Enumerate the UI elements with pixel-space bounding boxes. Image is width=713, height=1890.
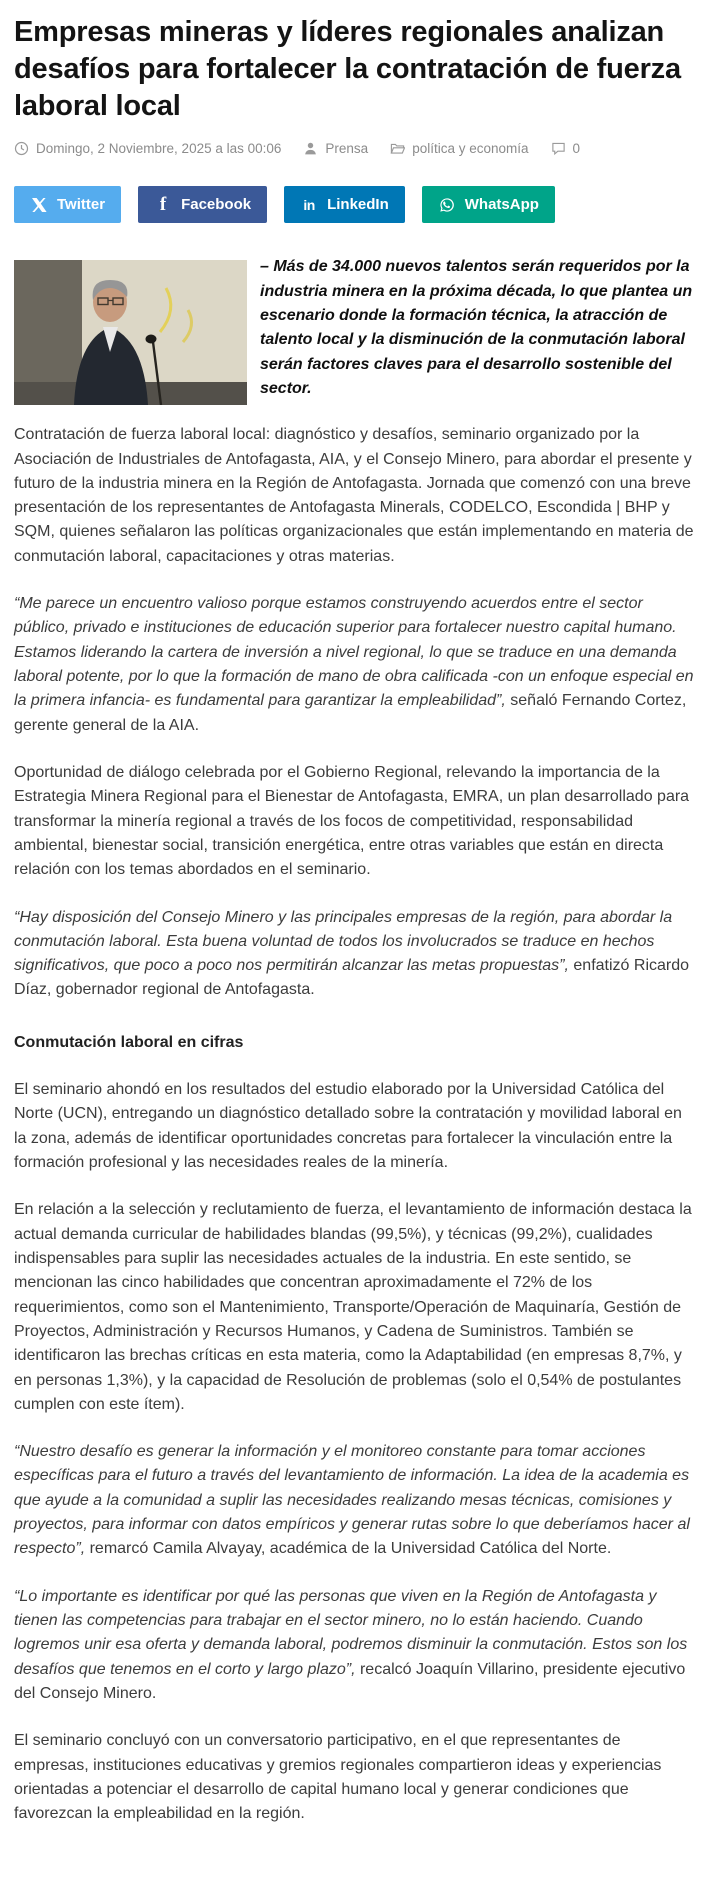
meta-category[interactable] bbox=[390, 141, 528, 156]
whatsapp-icon bbox=[438, 196, 456, 214]
comment-bubble-icon bbox=[551, 141, 566, 156]
share-buttons bbox=[14, 186, 698, 223]
share-button-label: WhatsApp bbox=[464, 196, 539, 214]
clock-icon bbox=[14, 141, 29, 156]
meta-comments[interactable] bbox=[551, 141, 581, 156]
meta-category-text: política y economía bbox=[412, 141, 529, 157]
quote-text: “Hay disposición del Consejo Minero y las principales empresas de la región, para abordar la conmutación laboral. Esta buena voluntad de todos los involucrados se traduce en hechos significativos, que poco a poco nos permitirán alcanzar las metas propuestas”, bbox=[14, 908, 673, 975]
share-button-label: Twitter bbox=[57, 196, 106, 214]
meta-date-text: Domingo, 2 Noviembre, 2025 a las 00:06 bbox=[36, 141, 282, 157]
quote-attribution: remarcó Camila Alvayay, académica de la Universidad Católica del Norte. bbox=[85, 1540, 612, 1558]
article-meta bbox=[14, 141, 698, 156]
article-paragraph: Oportunidad de diálogo celebrada por el Gobierno Regional, relevando la importancia de la Estrategia Minera Regional para el Bienestar de Antofagasta, EMRA, un plan desarrollado para transformar la minería regional a través de los focos de competitividad, responsabilidad ambiental, bienestar social, transición energética, entre otras variables que están en directa relación con los temas abordados en el seminario. bbox=[14, 763, 690, 879]
article-quote bbox=[14, 1440, 698, 1562]
quote-attribution: recalcó Joaquín Villarino, presidente ejecutivo del Consejo Minero. bbox=[14, 1660, 686, 1702]
user-icon bbox=[303, 141, 318, 156]
share-linkedin-button[interactable] bbox=[284, 186, 405, 223]
page-title: Empresas mineras y líderes regionales analizan desafíos para fortalecer la contratación de fuerza laboral local bbox=[14, 16, 681, 123]
article-paragraph: El seminario concluyó con un conversatorio participativo, en el que representantes de empresas, instituciones educativas y gremios regionales compartieron ideas y experiencias orientadas a potenciar el desarrollo de capital humano local y generar condiciones que favorezcan la empleabilidad en la región. bbox=[14, 1732, 662, 1823]
share-whatsapp-button[interactable] bbox=[422, 186, 555, 223]
article-quote bbox=[14, 592, 698, 738]
meta-comments-count: 0 bbox=[572, 141, 581, 157]
meta-author[interactable] bbox=[303, 141, 368, 156]
share-button-label: Facebook bbox=[181, 196, 252, 214]
article-quote bbox=[14, 906, 698, 1003]
quote-text: “Nuestro desafío es generar la información y el monitoreo constante para tomar acciones específicas para el futuro a través del levantamiento de información. La idea de la academia es que ayude a la comunidad a suplir las necesidades realizando mesas técnicas, comisiones y proyectos, para informar con datos empíricos y generar rutas sobre lo que deberíamos hacer al respecto”, bbox=[14, 1443, 690, 1558]
quote-attribution: señaló Fernando Cortez, gerente general de la AIA. bbox=[14, 692, 687, 734]
article-paragraph: Contratación de fuerza laboral local: diagnóstico y desafíos, seminario organizado por la Asociación de Industriales de Antofagasta, AIA, y el Consejo Minero, para abordar el presente y futuro de la industria minera en la Región de Antofagasta. Jornada que comenzó con una breve presentación de los representantes de Antofagasta Minerals, CODELCO, Escondida | BHP y SQM, quienes señalaron las políticas organizacionales que están implementando en materia de conmutación laboral, capacitaciones y otras materias. bbox=[14, 426, 694, 565]
linkedin-icon: in bbox=[303, 196, 315, 213]
section-heading: Conmutación laboral en cifras bbox=[14, 1033, 244, 1051]
meta-author-text: Prensa bbox=[325, 141, 369, 157]
share-facebook-button[interactable] bbox=[138, 186, 267, 223]
article-quote bbox=[14, 1585, 698, 1707]
article-image bbox=[14, 260, 247, 405]
article-body bbox=[14, 255, 698, 1826]
share-button-label: LinkedIn bbox=[327, 196, 389, 214]
share-twitter-button[interactable] bbox=[14, 186, 121, 223]
category-folder-icon bbox=[390, 141, 405, 156]
article-lead: – Más de 34.000 nuevos talentos serán requeridos por la industria minera en la próxima década, lo que plantea un escenario donde la formación técnica, la atracción de talento local y la disminución de la conmutación laboral serán factores claves para el desarrollo sostenible del sector. bbox=[260, 258, 693, 397]
quote-text: “Me parece un encuentro valioso porque estamos construyendo acuerdos entre el sector público, privado e instituciones de educación superior para fortalecer nuestro capital humano. Estamos liderando la cartera de inversión a nivel regional, lo que se traduce en una demanda laboral potente, por lo que la formación de mano de obra calificada -con un enfoque especial en la primera infancia- es fundamental para garantizar la empleabilidad”, bbox=[14, 595, 694, 710]
quote-attribution: enfatizó Ricardo Díaz, gobernador regional de Antofagasta. bbox=[14, 957, 690, 999]
quote-text: “Lo importante es identificar por qué las personas que viven en la Región de Antofagasta y tienen las competencias para trabajar en el sector minero, no lo están haciendo. Cuando logremos unir esa oferta y demanda laboral, podremos disminuir la conmutación. Estos son los desafíos que tenemos en el corto y largo plazo”, bbox=[14, 1587, 688, 1678]
facebook-f-icon: f bbox=[159, 194, 167, 216]
x-twitter-icon bbox=[30, 196, 48, 214]
article-paragraph: En relación a la selección y reclutamiento de fuerza, el levantamiento de información destaca la actual demanda curricular de habilidades blandas (99,5%), y técnicas (99,2%), cualidades indispensables para suplir las necesidades actuales de la industria. En este sentido, se mencionan las cinco habilidades que concentran aproximadamente el 72% de los requerimientos, como son el Mantenimiento, Transporte/Operación de Maquinaría, Gestión de Proyectos, Administración y Recursos Humanos, y Cadena de Suministros. También se identificaron las brechas críticas en esta materia, como la Adaptabilidad (en empresas 8,7%, y en personas 1,3%), y la capacidad de Resolución de problemas (solo el 0,54% de postulantes cumplen con este ítem). bbox=[14, 1201, 692, 1413]
article-paragraph: El seminario ahondó en los resultados del estudio elaborado por la Universidad Católica del Norte (UCN), entregando un diagnóstico detallado sobre la contratación y movilidad laboral en la zona, además de identificar oportunidades concretas para fortalecer la vinculación entre la formación profesional y las necesidades reales de la minería. bbox=[14, 1081, 682, 1172]
meta-date bbox=[14, 141, 281, 156]
speaker-photo bbox=[14, 260, 247, 405]
